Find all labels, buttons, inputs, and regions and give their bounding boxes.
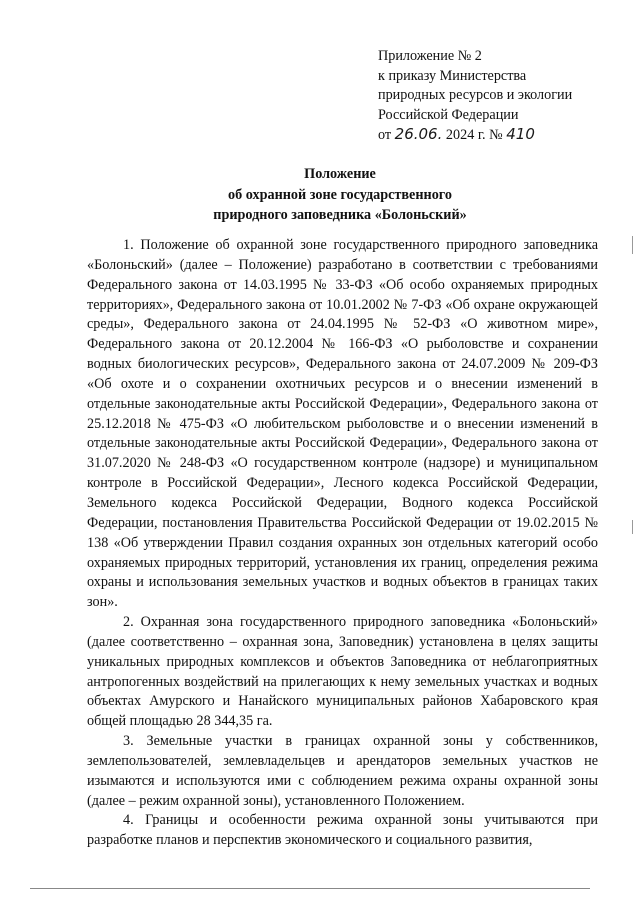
handwritten-date: 26.06.	[394, 125, 443, 144]
paragraph-2: 2. Охранная зона государственного природного заповедника «Болоньский» (далее соответственно – охранная зона, Заповедник) установлена в целях защиты уникальных природных комплексов и объектов Заповедника от неблагоприятных антропогенных воздействий на прилегающих к нему земельных участках и водных объектах Амурского и Нанайского муниципальных районов Хабаровского края общей площадью 28 344,35 га.	[87, 614, 598, 730]
handwritten-number: 410	[506, 125, 535, 144]
attachment-ministry: природных ресурсов и экологии	[378, 87, 573, 104]
document-body	[87, 236, 598, 851]
attachment-number: Приложение № 2	[378, 48, 482, 64]
paragraph-3: 3. Земельные участки в границах охранной зоны у собственников, землепользователей, землевладельцев и арендаторов земельных участков не изымаются и используются ими с соблюдением режима охраны охранной зоны (далее – режим охранной зоны), установленного Положением.	[87, 733, 598, 809]
title-line-1: Положение	[304, 166, 376, 182]
scan-artifact	[632, 236, 633, 254]
attachment-header	[378, 47, 618, 146]
attachment-order-ref: к приказу Министерства	[378, 67, 527, 84]
document-title	[60, 164, 620, 226]
paragraph-4: 4. Границы и особенности режима охранной зоны учитываются при разработке планов и перспектив экономического и социального развития,	[87, 812, 598, 849]
title-line-3: природного заповедника «Болоньский»	[213, 207, 467, 223]
scan-artifact	[632, 520, 633, 534]
attachment-federation: Российской Федерации	[378, 106, 519, 123]
paragraph-1: 1. Положение об охранной зоне государственного природного заповедника «Болоньский» (далее – Положение) разработано в соответствии с требованиями Федерального закона от 14.03.1995 № 33-ФЗ «Об особо охраняемых природных территориях», Федерального закона от 10.01.2002 № 7-ФЗ «Об охране окружающей среды», Федерального закона от 24.04.1995 № 52-ФЗ «О животном мире», Федерального закона от 20.12.2004 № 166-ФЗ «О рыболовстве и сохранении водных биологических ресурсов», Федерального закона от 24.07.2009 № 209-ФЗ «Об охоте и о сохранении охотничьих ресурсов и о внесении изменений в отдельные законодательные акты Российской Федерации», Федерального закона от 25.12.2018 № 475-ФЗ «О любительском рыболовстве и о внесении изменений в отдельные законодательные акты Российской Федерации», Федерального закона от 31.07.2020 № 248-ФЗ «О государственном контроле (надзоре) и муниципальном контроле в Российской Федерации», Лесного кодекса Российской Федерации, Земельного кодекса Российской Федерации, Водного кодекса Российской Федерации, постановления Правительства Российской Федерации от 19.02.2015 № 138 «Об утверждении Правил создания охранных зон отдельных категорий особо охраняемых природных территорий, установления их границ, определения режима охраны и использования земельных участков и водных объектов в границах таких зон».	[87, 237, 598, 611]
title-line-2: об охранной зоне государственного	[228, 186, 452, 203]
scan-edge-line	[30, 888, 590, 889]
year-text: 2024 г. №	[445, 127, 503, 144]
attachment-date-line	[378, 125, 618, 146]
date-prefix: от	[378, 127, 392, 144]
